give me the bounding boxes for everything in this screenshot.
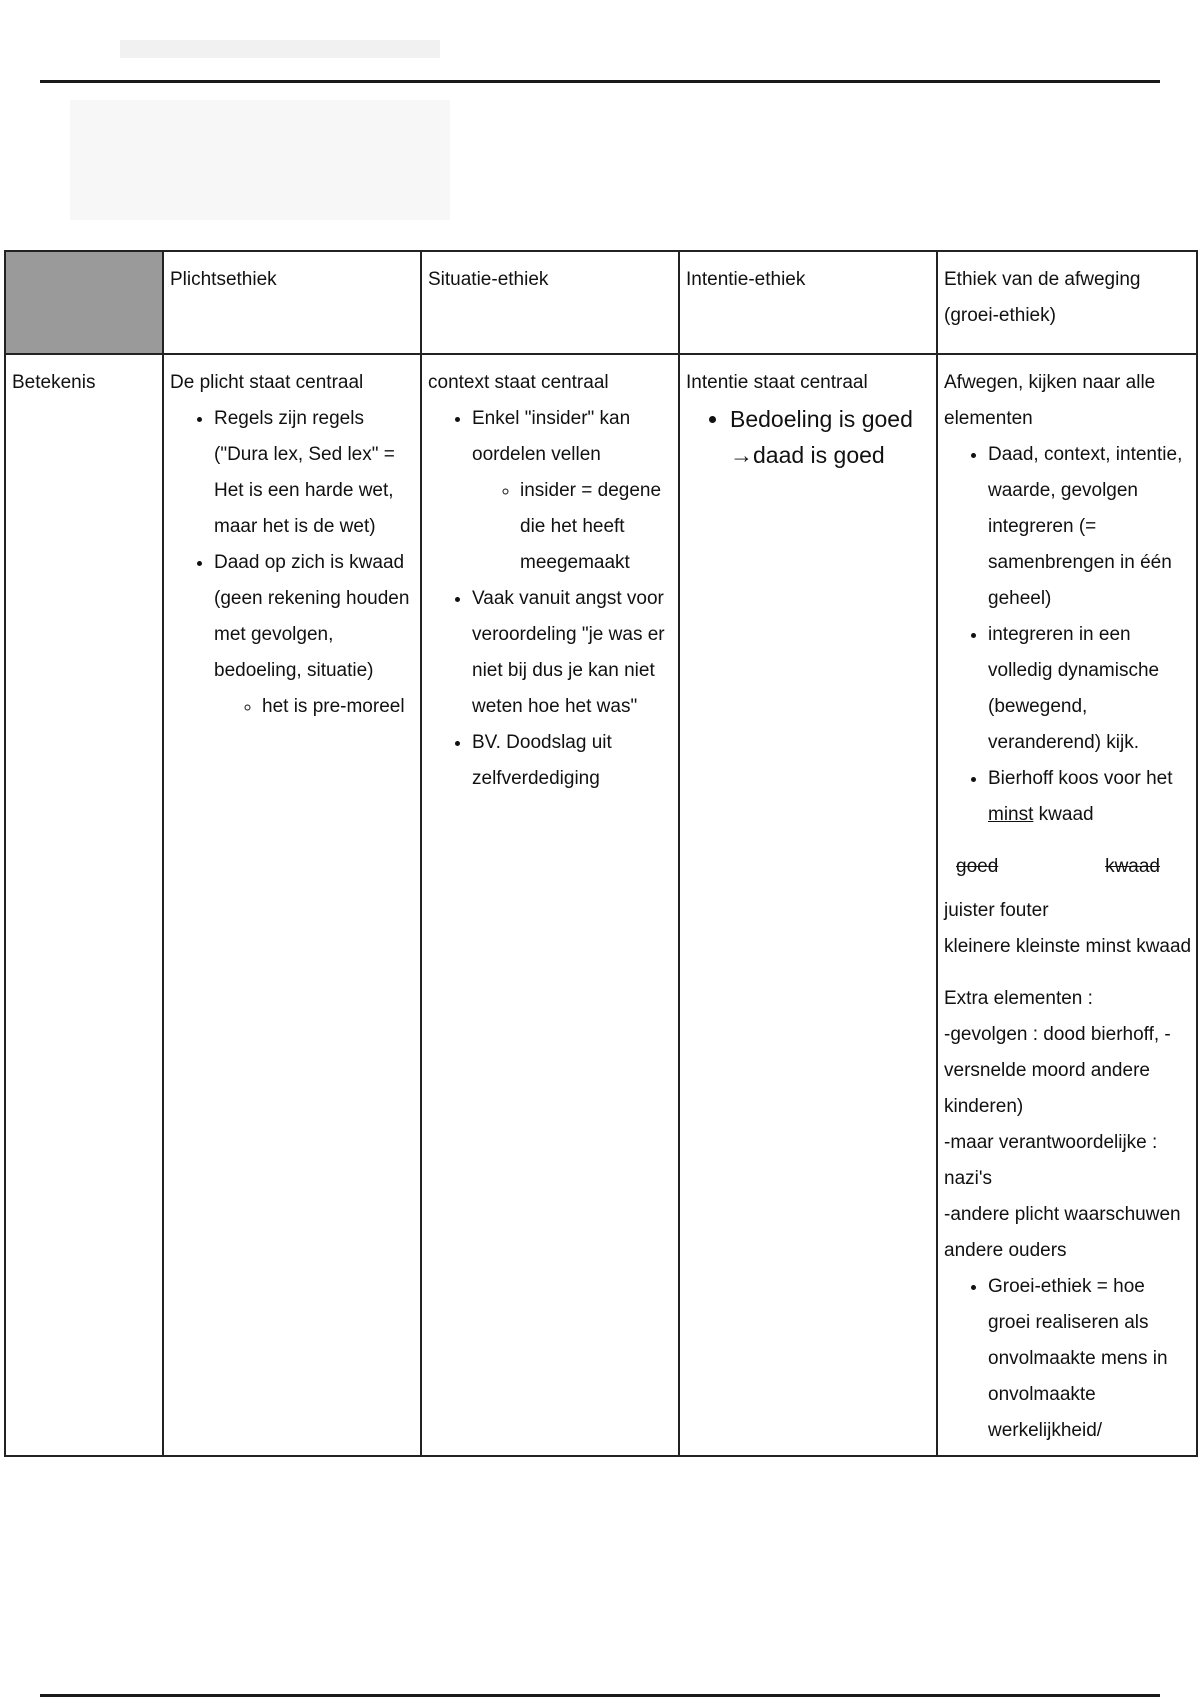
plicht-bullets xyxy=(170,401,414,725)
cell-plichtsethiek xyxy=(163,354,421,1456)
scale-goed-kwaad xyxy=(944,849,1190,885)
extra-line: -andere plicht waarschuwen andere ouders xyxy=(944,1204,1181,1261)
top-rule xyxy=(40,80,1160,83)
list-item-text: kwaad xyxy=(1033,804,1094,825)
ethics-comparison-table xyxy=(4,250,1198,1457)
situatie-intro: context staat centraal xyxy=(428,372,609,393)
plicht-intro: De plicht staat centraal xyxy=(170,372,364,393)
list-item xyxy=(730,401,930,473)
extra-title: Extra elementen : xyxy=(944,988,1093,1009)
list-item-line: →daad is goed xyxy=(730,442,885,468)
intentie-bullets xyxy=(686,401,930,473)
intentie-intro: Intentie staat centraal xyxy=(686,372,868,393)
list-item: • Daad, context, intentie, waarde, gevolgen integreren (= samenbrengen in één geheel) xyxy=(988,437,1190,617)
sub-list-item: ◦ het is pre-moreel xyxy=(262,689,414,725)
scale-right-label: kwaad xyxy=(1105,856,1160,877)
list-item xyxy=(214,545,414,725)
list-item: • Vaak vanuit angst voor veroordeling "je was er niet bij dus je kan niet weten hoe het was" xyxy=(472,581,672,725)
arrow-line: kleinere kleinste minst kwaad xyxy=(944,936,1192,957)
scale-left-label: goed xyxy=(956,856,999,877)
list-item-text: Daad op zich is kwaad (geen rekening houden met gevolgen, bedoeling, situatie) xyxy=(214,552,410,681)
afweging-bullets xyxy=(944,437,1190,833)
row-label-betekenis: Betekenis xyxy=(5,354,163,1456)
list-item: • integreren in een volledig dynamische (bewegend, veranderend) kijk. xyxy=(988,617,1190,761)
extra-line: -gevolgen : dood bierhoff, -versnelde moord andere kinderen) xyxy=(944,1024,1171,1117)
list-item-text: Bierhoff koos voor het xyxy=(988,768,1173,789)
arrow-annotation xyxy=(944,893,1190,965)
situatie-bullets xyxy=(428,401,672,797)
header-intentie-ethiek: Intentie-ethiek xyxy=(679,251,937,354)
faded-logo xyxy=(70,100,450,220)
header-ethiek-van-de-afweging: Ethiek van de afweging (groei-ethiek) xyxy=(937,251,1197,354)
header-plichtsethiek: Plichtsethiek xyxy=(163,251,421,354)
arrow-line: juister fouter xyxy=(944,900,1049,921)
header-row xyxy=(5,251,1197,354)
list-item: • BV. Doodslag uit zelfverdediging xyxy=(472,725,672,797)
cell-situatie-ethiek xyxy=(421,354,679,1456)
list-item-line: • Bedoeling is goed xyxy=(730,406,913,432)
underlined-word: minst xyxy=(988,804,1034,825)
list-item xyxy=(472,401,672,581)
betekenis-row xyxy=(5,354,1197,1456)
afweging-bullets-2 xyxy=(944,1269,1190,1449)
header-corner-cell xyxy=(5,251,163,354)
list-item-text: Enkel "insider" kan oordelen vellen xyxy=(472,408,631,465)
faded-header-text xyxy=(120,40,440,58)
cell-intentie-ethiek xyxy=(679,354,937,1456)
header-situatie-ethiek: Situatie-ethiek xyxy=(421,251,679,354)
list-item: • Regels zijn regels ("Dura lex, Sed lex" = Het is een harde wet, maar het is de wet) xyxy=(214,401,414,545)
plicht-sub-bullets xyxy=(214,689,414,725)
afweging-intro: Afwegen, kijken naar alle elementen xyxy=(944,372,1156,429)
cell-ethiek-van-de-afweging xyxy=(937,354,1197,1456)
list-item xyxy=(988,761,1190,833)
list-item: • Groei-ethiek = hoe groei realiseren als onvolmaakte mens in onvolmaakte werkelijkheid/ xyxy=(988,1269,1190,1449)
bottom-rule xyxy=(40,1694,1160,1697)
arrow-text xyxy=(944,893,1191,965)
sub-list-item: ◦ insider = degene die het heeft meegemaakt xyxy=(520,473,672,581)
situatie-sub-bullets xyxy=(472,473,672,581)
extra-line: -maar verantwoordelijke : nazi's xyxy=(944,1132,1158,1189)
